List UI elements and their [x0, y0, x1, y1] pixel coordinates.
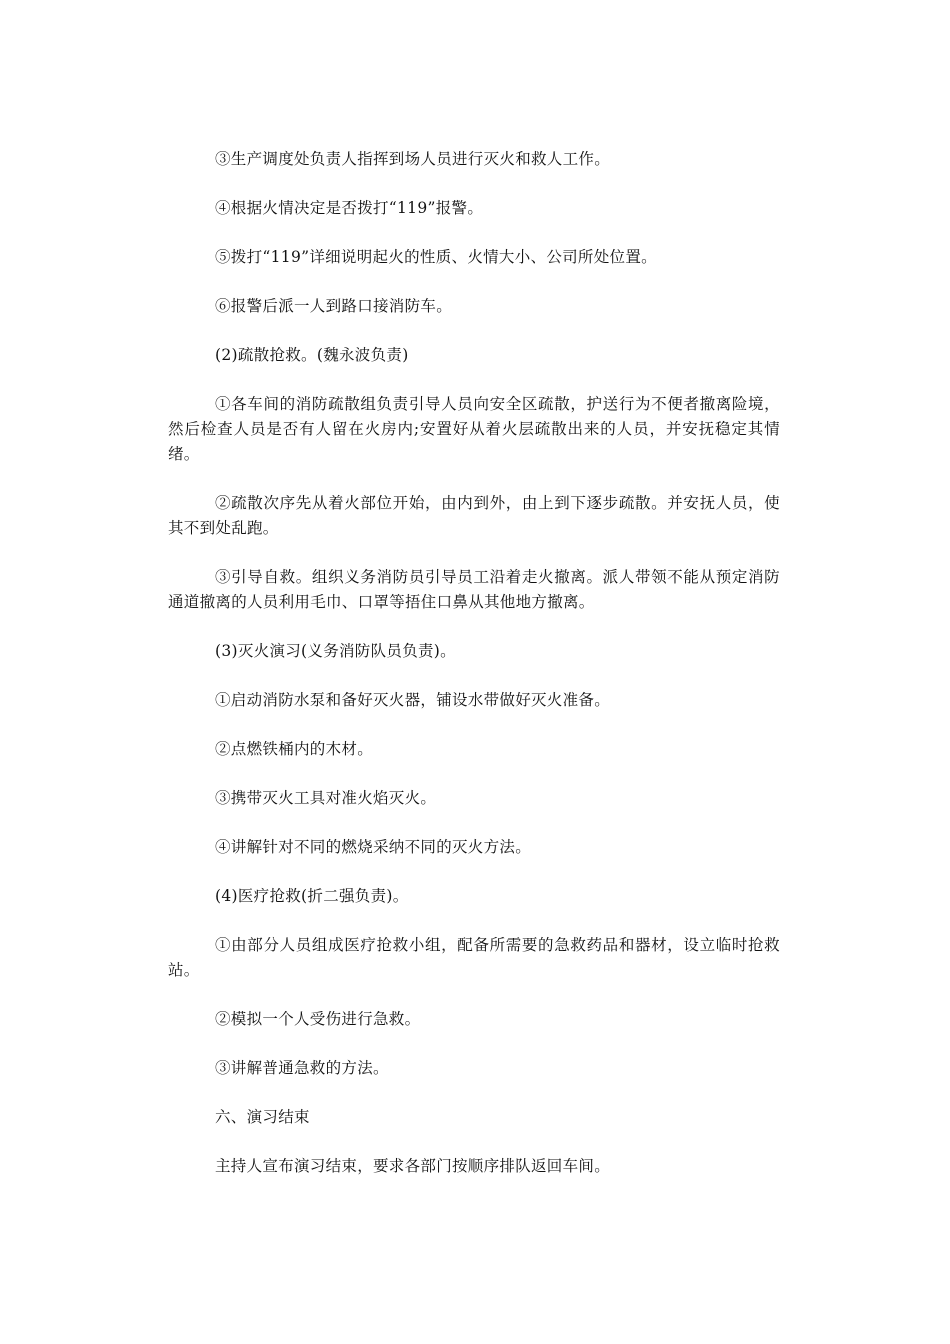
- paragraph-extinguish: ③携带灭火工具对准火焰灭火。: [215, 789, 437, 807]
- section-heading-evacuation: (2)疏散抢救。(魏永波负责): [215, 346, 409, 364]
- paragraph-decide-alarm: ④根据火情决定是否拨打“119”报警。: [215, 199, 484, 217]
- section-heading-medical: (4)医疗抢救(折二强负责)。: [215, 887, 409, 905]
- section-heading-fire-drill: (3)灭火演习(义务消防队员负责)。: [215, 642, 456, 660]
- paragraph-ignite-wood: ②点燃铁桶内的木材。: [215, 740, 374, 758]
- paragraph-evacuation-team: ①各车间的消防疏散组负责引导人员向安全区疏散，护送行为不便者撤离险境，然后检查人员是否有人留在火房内;安置好从着火层疏散出来的人员，并安抚稳定其情绪。: [168, 395, 780, 463]
- document-body: [168, 147, 780, 1203]
- paragraph-host-announcement: 主持人宣布演习结束，要求各部门按顺序排队返回车间。: [215, 1157, 611, 1175]
- paragraph-self-rescue: ③引导自救。组织义务消防员引导员工沿着走火撤离。派人带领不能从预定消防通道撤离的人员利用毛巾、口罩等捂住口鼻从其他地方撤离。: [168, 568, 780, 611]
- paragraph-simulate-injury: ②模拟一个人受伤进行急救。: [215, 1010, 421, 1028]
- section-heading-drill-end: 六、演习结束: [215, 1108, 310, 1126]
- paragraph-first-aid: ③讲解普通急救的方法。: [215, 1059, 389, 1077]
- paragraph-explain-methods: ④讲解针对不同的燃烧采纳不同的灭火方法。: [215, 838, 532, 856]
- paragraph-meet-fire-truck: ⑥报警后派一人到路口接消防车。: [215, 297, 453, 315]
- paragraph-command-rescue: ③生产调度处负责人指挥到场人员进行灭火和救人工作。: [215, 150, 611, 168]
- paragraph-start-pump: ①启动消防水泵和备好灭火器，铺设水带做好灭火准备。: [215, 691, 611, 709]
- paragraph-evacuation-order: ②疏散次序先从着火部位开始，由内到外，由上到下逐步疏散。并安抚人员，使其不到处乱跑。: [168, 494, 780, 537]
- paragraph-medical-team: ①由部分人员组成医疗抢救小组，配备所需要的急救药品和器材，设立临时抢救站。: [168, 936, 780, 979]
- paragraph-call-details: ⑤拨打“119”详细说明起火的性质、火情大小、公司所处位置。: [215, 248, 657, 266]
